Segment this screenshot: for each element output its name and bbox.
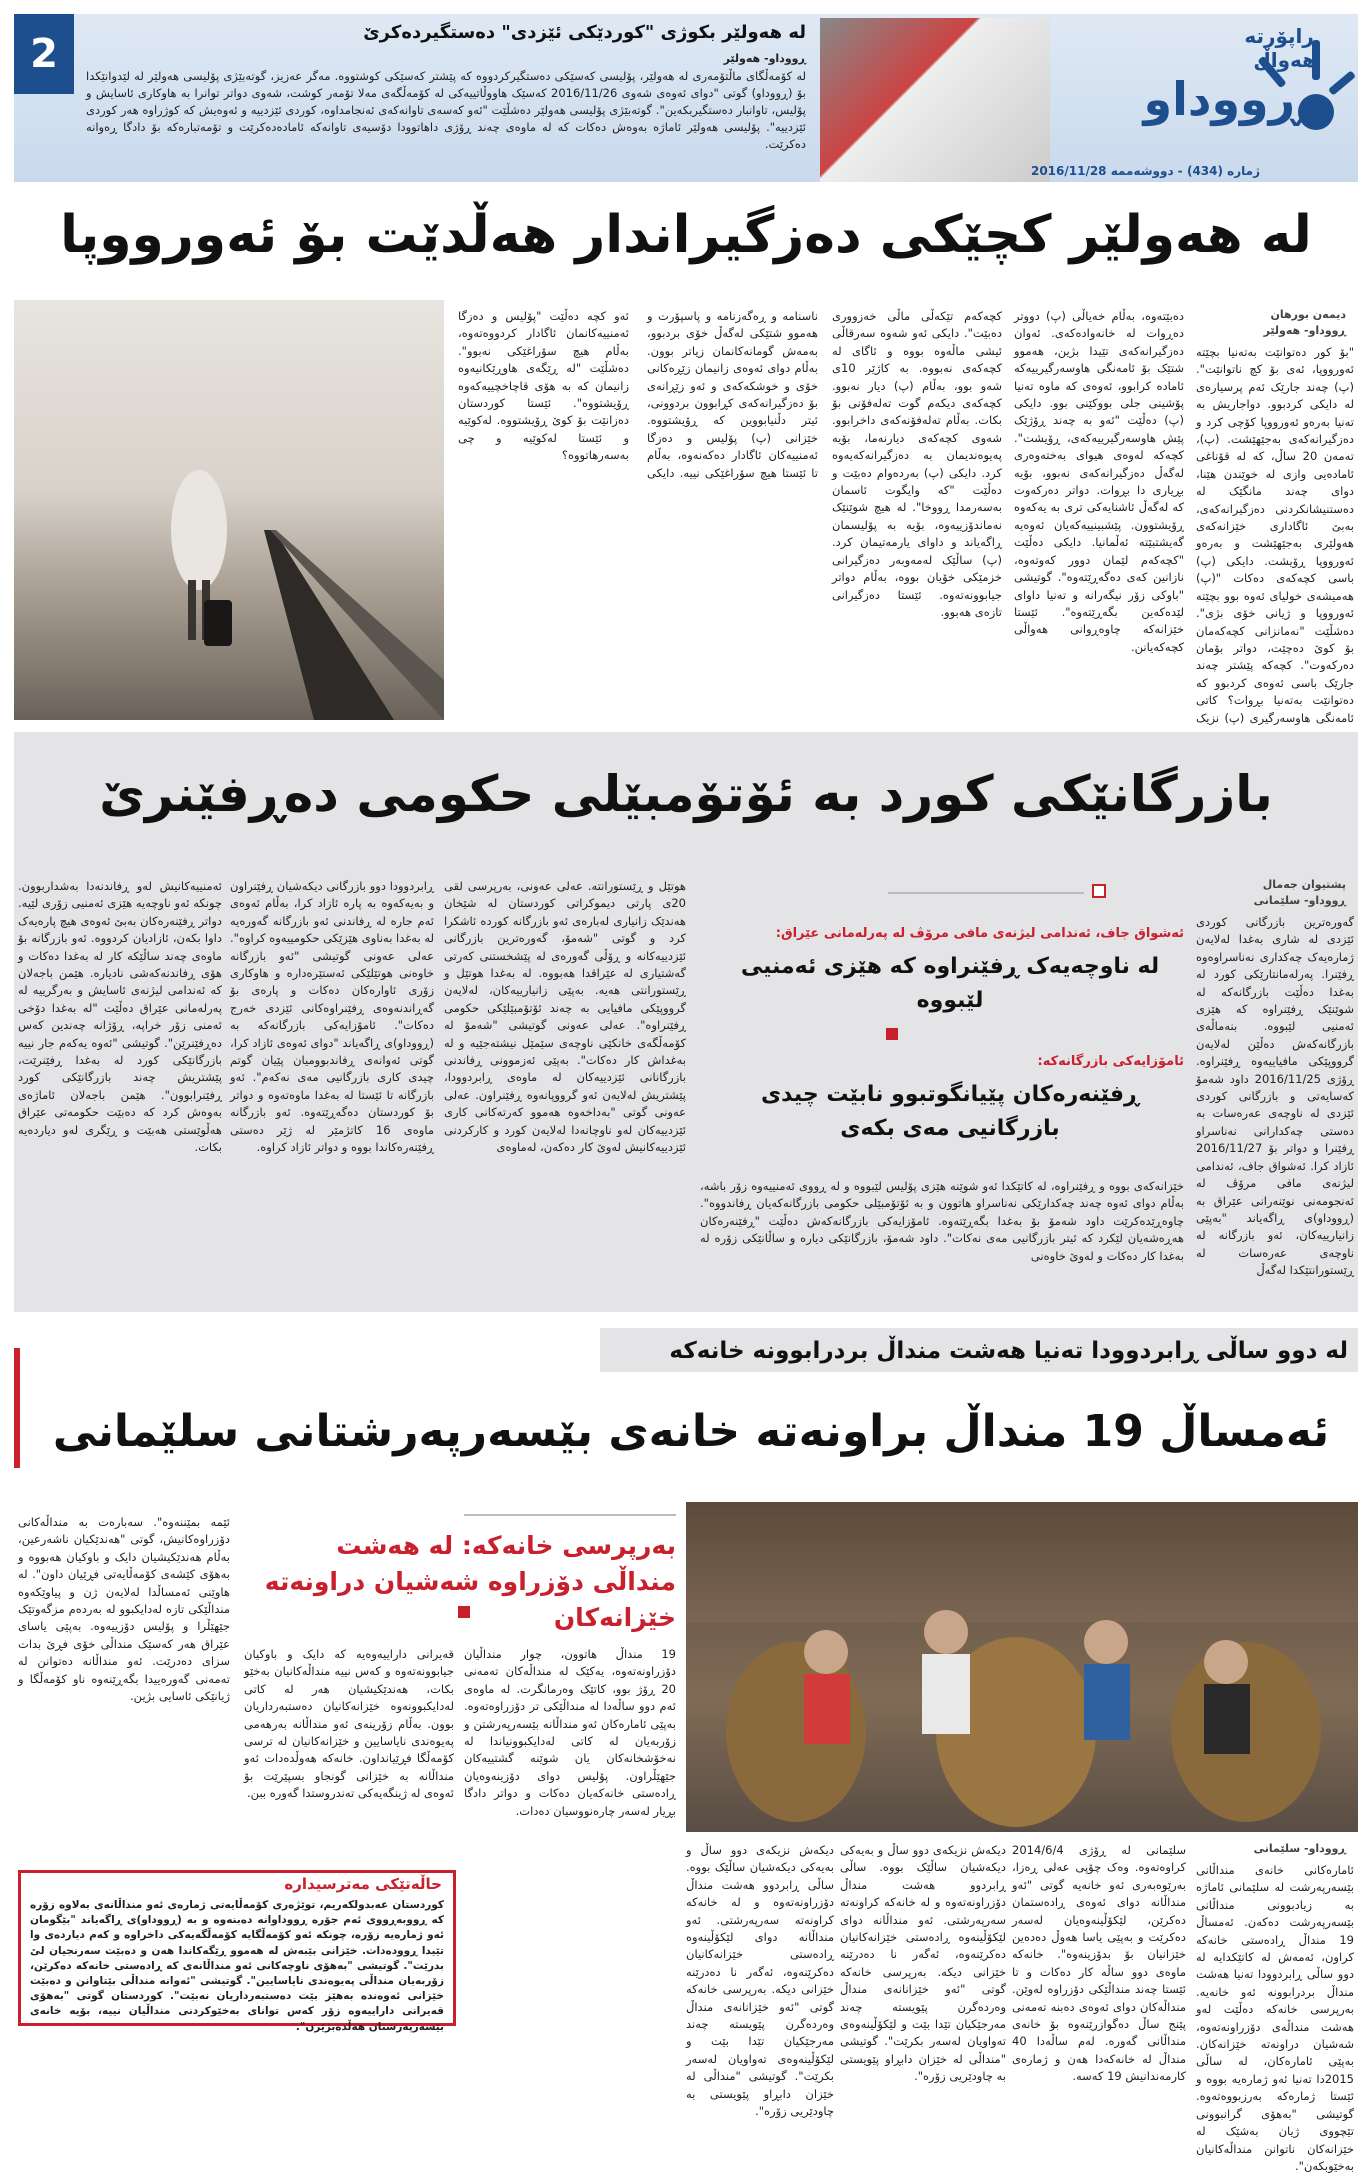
- story3-column-1: ئامارەکانی خانەی منداڵانی بێسەرپەرشت لە سلێمانی ئاماژە بە زیادبوونی منداڵانی بێسەرپەرشت دەکەن. ئەمساڵ 19 منداڵ ڕادەستی خانەکە کراون، ئەمەش لە کاتێکدایە لە دوو ساڵی ڕابردوودا تەنیا هەشت منداڵ بردرابوونە ئەو خانەیە. بەرپرسی خانەکە دەڵێت لەو هەشت منداڵەی دۆزراونەتەوە، شەشیان دراونەتە خێزانەکان. بەپێی ئامارەکان، لە ساڵی 2015دا تەنیا ئەو ژمارەیە بووە و ئێستا ژمارەکە بەرزبووەتەوە. گوتیشی "بەهۆی گرانبوونی تێچووی ژیان بەشێک لە خێزانەکان ناتوانن منداڵەکانیان بەخێوبکەن".: [1196, 1863, 1354, 2173]
- case-box-text: کوردستان عەبدولکەریم، توێژەری کۆمەڵایەتی ژمارەی ئەو منداڵانەی بەلاوە زۆرە کە ڕووبەڕووی ئەم جۆرە ڕووداوانە دەبنەوە و بە (ڕووداو)ی ڕاگەیاند "بێگومان ئەو ژمارەیە زۆرە، چونکە ئەو کۆمەڵگایە کۆمەڵگەیەکی داخراوە و کەم دیاردەی وا تێیدا ڕوودەدات. خێزانی بێبەش لە هەموو ڕێگەکاندا هەن و دەبێت سەرنجیان لێ بدرێت". گوتیشی "بەهۆی ناوچەکانی ئەو منداڵانەی کە ڕادەستی خانەکە دەکرێن، زۆربەیان منداڵی پەیوەندی نایاسایین". گوتیشی "ئەوانە منداڵی بێتاوانن و دەبێت خێزانی ئەوەندە بەهێز بێت دەستبەرداریان نەبێت". کوردستان گوتی "بەهۆی قەیرانی داراییەوە زۆر کەس توانای بەخێوکردنی منداڵیان نییە، بۆیە خانەی بێسەرپەرشتان هەڵدەبژێرن".: [30, 1899, 444, 2033]
- story2-column-3: هوتێل و ڕێستورانتە. عەلی عەونی، بەرپرسی لقی 20ی پارتی دیموکراتی کوردستان لە شێخان هەندێک زانیاری لەبارەی ئەو بازرگانە کوردە ئاشکرا کرد و گوتی "شەمۆ، گەورەترین بازرگانی ئێزدییەکانە و ڕۆڵی گەورەی لە پێشخستنی کەرتی گەشتیاری لە عێراقدا هەبووە. لە بەغدا هوتێل و ڕێستورانتی هەیە. بەپێی زانیارییەکان، لەلایەن گرووپێکی مافیایی بە چەند ئۆتۆمبێلێکی حکومی ڕفێنراوە". عەلی عەونی گوتیشی "شەمۆ لە کۆمەڵگەی خانکێی ناوچەی سێمێل نیشتەجێیە و لە بەغداش کار دەکات". بەپێی ئەزموونی ڕفاندنی بازرگانانی ئێزدییەکان لە ماوەی ڕابردوودا، پێشتریش لەلایەن ئەو گرووپانەوە ڕفێنراون. عەلی عەونی گوتی "بەداخەوە هەموو کەرتەکانی کاری ئێزدییەکان لەو ناوچانەدا لەلایەن کورد و کارکردنی ئێزدییەکانیش لەوێ کار دەکەن، لەماوەی: [444, 879, 686, 1155]
- subquote-dot-icon: [458, 1606, 470, 1618]
- gun-photo: [820, 18, 1050, 182]
- top-news-text: لە کۆمەڵگای ماڵتۆمەری لە هەولێر، پۆلیسی کەسێکی دەستگیرکردووە کە پێشتر کەسێکی کوشتووە. مەگر عەزیز، گوتەبێژی پۆلیسی هەولێر لە لێدوانێکدا بۆ (ڕووداو) گوتی "دوای ئەوەی شەوی 2016/11/26 کەسێک هاووڵاتییەکی لە کۆمەڵگەی مەلا تۆمەر کوشت، شەوی دواتر توانرا بە هاوکاری ئاسایش و پۆلیس، تاوانبار دەستگیربکەین". گوتەبێژی پۆلیسی هەولێر دەشڵێت "ئەو کەسەی تاوانەکەی ئەنجامداوە، کوردی ئێزدییە و ئەوەیش کە کوژراوە هەر کوردی ئێزدییە". پۆلیسی هەولێر ئاماژە بەوەش دەکات کە لە ماوەی چەند ڕۆژی داهاتوودا دۆسیەی تاوانەکە ئامادەدەکرێت و تۆمەتبارەکە بۆ دادگا ڕەوانە دەکرێت.: [86, 69, 806, 151]
- story1-column-1: "بۆ کور دەتوانێت بەتەنیا بچێتە ئەورووپا، ئەی بۆ کچ ناتوانێت". (پ) چەند جارێک ئەم پرسیارەی لە دایکی کردبوو. دواجاریش بە تەنیا بەرەو ئەورووپا کۆچی کرد و دەزگیرانەکەی بەجێهێشت. (پ)، تەمەن 20 ساڵ، کە لە قۆناغی ئامادەیی وازی لە خوێندن هێنا، دوای چەند مانگێک لە دەستنیشانکردنی دەزگیرانەکەی، بەبێ ئاگاداری خێزانەکەی هەولێری بەجێهێشت و بەرەو ئەورووپا ڕۆیشت. دایکی (پ) باسی کچەکەی دەکات "(پ) هەمیشەی خولیای ئەوە بوو بچێتە ئەورووپا و ژیانی خۆی بژی". دەشڵێت "نەمانزانی کچەکەمان بۆ کوێ دەچێت، دواتر بۆمان دەرکەوت". کچەکە پێشتر چەند جارێک باسی ئەوەی کردبوو کە دەتوانێت بەتەنیا بڕوات؟ کاتی ئامەنگی هاوسەرگیری (پ) نزیک: [1196, 345, 1354, 725]
- quote-dot-icon: [886, 1028, 898, 1040]
- story2-byline-name: پشتیوان جەمال: [1262, 878, 1346, 891]
- quote-divider: [888, 892, 1084, 894]
- story1-byline-name: دیمەن بورهان: [1270, 308, 1346, 321]
- story1-column-2: دەبێتەوە، بەڵام خەیاڵی (پ) دووتر دەڕوات لە خانەوادەکەی. ئەوان دەزگیرانەکەی تێیدا بژین، هەموو شتێک بۆ ئامەنگی هاوسەرگیرییەکە ئامادە کرابوو، ئەوەی کە ماوە تەنیا پۆشینی جلی بووکێنی بوو. دایکی (پ) دەڵێت "ئەو بە چەند ڕۆژێک پێش هاوسەرگیرییەکەی، ڕۆیشت". کچەکە لەوەی هیوای بەختەوەری لەگەڵ دەزگیرانەکەی نەبوو، بۆیە بڕیاری دا بڕوات. دواتر دەرکەوت کە لەگەڵ ئاشنایەکی تری بە یەکەوە ڕۆیشتوون. پێشبینییەکەیان ئەوەیە گەیشتبێتە ئەڵمانیا. دایکی دەڵێت "کچەکەم لێمان دوور کەوتەوە، نازانین کەی دەگەڕێتەوە". گوتیشی "باوکی زۆر نیگەرانە و تەنیا داوای لێدەکەین بگەڕێتەوە". ئێستا خێزانەکە چاوەڕوانی هەواڵی کچەکەیانن.: [1014, 309, 1184, 654]
- story3-column-2: سلێمانی لە ڕۆژی 2014/6/4 کراوەتەوە. وەک چۆپی عەلی ڕەزا، بەرێوەبەری ئەو خانەیە گوتی "ئەو منداڵانە دوای ئەوەی ڕادەستمان دەکرێن، لێکۆڵینەوەیان لەسەر دەکرێت و بەپێی یاسا هەوڵ دەدەین خێزانیان بۆ بدۆزینەوە". خانەکە ماوەی دوو ساڵە کار دەکات و تا ئێستا چەند منداڵێکی دۆزراوە لەوێن. منداڵەکان دوای ئەوەی دەبنە تەمەنی پێنج ساڵ دەگوازرێنەوە بۆ خانەی منداڵانی گەورە. لەم ساڵەدا 40 منداڵ لە خانەکەدا هەن و ژمارەی کارمەندانیش 19 کەسە.: [1012, 1843, 1186, 2084]
- story1-column-3: کچەکەم تێکەڵی ماڵی خەزووری دەبێت". دایکی ئەو شەوە سەرقاڵی ئیشی ماڵەوە بووە و ئاگای لە کچەکەی نەبووە. بە کاژێر 10ی شەو بوو، بەڵام (پ) دیار نەبوو. کچەکەی دیکەم گوت تەلەفۆنی بۆ بکات. بەڵام تەلەفۆنەکەی داخرابوو. شەوی کچەکەی دیارنەما، بۆیە پەیوەندیمان بە دەزگیرانەکەیەوە کرد. دایکی (پ) بەردەوام دەبێت و دەڵێت "کە وایگوت ئاسمان بەسەرمدا ڕووخا". لە هیچ شوێنێک نەماندۆزییەوە، بۆیە بە پۆلیسمان ڕاگەیاند و داوای یارمەتیمان کرد. (پ) ساڵێک لەمەوبەر دەزگیرانی خزمێکی خۆیان بووە، بەڵام دواتر جیابوونەتەوە. ئێستا دەزگیرانی تازەی هەبوو.: [832, 309, 1002, 619]
- story2-column-5: ئەمنییەکانیش لەو ڕفاندنەدا بەشداربوون. چونکە ئەو ناوچەیە هێزی ئەمنیی زۆری لێیە. دواتر ڕفێنەرەکان بەبێ ئەوەی هیچ پارەیەک داوا بکەن، ئازادیان کردووە. ئەو بازرگانە بۆ ماوەی چەند ساڵێکە کار لە بەغدا دەکات و هۆی ڕفاندنەکەشی نادیارە. هێمن باجەلان کە ئەندامی لیژنەی ئاسایش و بەرگرییە لە پەرلەمانی عێراق دەڵێت "لە بەغدا دۆخی ئەمنی زۆر خراپە، ڕۆژانە چەندین کەس دەڕفێنرێن". گوتیشی "ئەوە یەکەم جار نییە بازرگانێکی کورد لە بەغدا ڕفێنرێت، پێشتریش چەند بازرگانێکی کورد ڕفێنرابوون". هێمن باجەلان ئاماژەی بەوەش کرد کە دەبێت حکومەتی عێراق هەڵوێستی هەبێت و ڕێگری لەو دیاردەیە بکات.: [18, 879, 222, 1155]
- quote-marker-icon: [1092, 884, 1106, 898]
- section-label: ڕاپۆرتە هەواڵ: [1244, 24, 1316, 72]
- story3-column-4-lower: دیکەش نزیکەی دوو ساڵ و بەیەکی دیکەشیان ساڵێک بووە. ساڵی ڕابردوو هەشت منداڵ دۆزراونەتەوە و لە خانەکە کراونەتە سەرپەرشتی. ئەو منداڵانە دوای لێکۆڵینەوە ڕادەستی خێزانەکانیان دەکرێنەوە، ئەگەر نا دەدرێنە خێزانی دیکە. بەرپرسی خانەکە گوتی "ئەو خێزانانەی منداڵ وەردەگرن پێویستە چەند مەرجێکیان تێدا بێت و لێکۆڵینەوەی تەواویان لەسەر بکرێت". گوتیشی "منداڵی لە خێزان دابڕاو پێویستی بە چاودێریی زۆرە".: [686, 1843, 834, 2119]
- quote1-text: لە ناوچەیەک ڕفێنراوە کە هێزی ئەمنیی لێبووە: [740, 954, 1160, 1013]
- logo-wordmark: ڕووداو: [1143, 72, 1300, 126]
- story3-column-5: قەیرانی داراییەوەیە کە دایک و باوکیان جیابوونەتەوە و کەس نییە منداڵەکانیان بەخێو بکات، هەندێکیشیان هەر لە کاتی لەدایکبوونەوە خێزانەکانیان دەستبەرداریان بوون. بەڵام زۆرینەی ئەو منداڵانە بەرهەمی پەیوەندی نایاسایین و خێزانەکانیان لە ترسی کۆمەڵگا فڕێیانداون. خانەکە هەوڵدەدات ئەو منداڵانە بە خێزانی گونجاو بسپێرێت بۆ ئەوەی لە ژینگەیەکی تەندروستدا گەورە ببن.: [244, 1647, 454, 1801]
- story1-photo: [14, 300, 444, 720]
- quote2-label: ئامۆزایەکی بازرگانەکە:: [1037, 1054, 1184, 1069]
- quote1-label: ئەشواق جاف، ئەندامی لیژنەی مافی مرۆڤ لە پەرلەمانی عێراق:: [775, 926, 1184, 941]
- story2-headline: بازرگانێکی کورد بە ئۆتۆمبێلی حکومی دەڕفێنرێ: [99, 765, 1273, 823]
- story1-column-4: ناسنامە و ڕەگەزنامە و پاسپۆرت و هەموو شتێکی لەگەڵ خۆی بردبوو، بەمەش گومانەکانمان زیاتر بوون. بەڵام دوای ئەوەی زانیمان زێڕەکانی خۆی و خوشکەکەی و ئەو زێڕانەی بۆ دەزگیرانەکەی کڕابوون بردوونی، ئیتر دڵنیابووین کە ڕۆیشتووە. خێزانی (پ) پۆلیس و دەزگا ئەمنییەکان ئاگادار دەکەنەوە، بەڵام تا ئێستا هیچ سۆراغێکی نییە. دایکی ئەو کچە دەڵێت "پۆلیس و دەزگا ئەمنییەکانمان ئاگادار کردووەتەوە، بەڵام هیچ سۆراغێکی نەبوو". دەشڵێت "لە ڕێگەی هاوڕێکانیەوە زانیمان کە بە هۆی قاچاخچییەکەوە ڕۆیشتووە". ئێستا کوردستان دەزانێت بۆ کوێ ڕۆیشتووە. لەکوێیە و ئێستا لەکوێیە و چی بەسەرهاتووە؟: [458, 309, 818, 480]
- story2-column-1: گەورەترین بازرگانی کوردی ئێزدی لە شاری بەغدا لەلایەن ژمارەیەک چەکداری نەناسراوەوە ڕفێنرا. پەرلەمانتارێکی کورد لە بەغدا دەڵێت بازرگانەکە لە شوێنێک ڕفێنراوە کە هێزی ئەمنیی لێبووە. بنەماڵەی بازرگانەکەش دەڵێن لەلایەن گرووپێکی مافیاییەوە ڕفێنراوە. ڕۆژی 2016/11/25 داود شەمۆ کەسایەتی و بازرگانی کوردی ئێزدی لە ناوچەی عەرەسات بە دەستی چەکدارانی نەناسراو ڕفێنرا و دواتر بۆ 2016/11/27 ئازاد کرا. ئەشواق جاف، ئەندامی لیژنەی مافی مرۆڤ لە ئەنجومەنی نوێنەرانی عێراق بە (ڕووداو)ی ڕاگەیاند "بەپێی زانیارییەکان، ئەو بازرگانە لە ناوچەی عەرەسات لە ڕێستورانتێکدا لەگەڵ: [1196, 915, 1354, 1278]
- story2-column-2: خێزانەکەی بووە و ڕفێنراوە، لە کاتێکدا ئەو شوێنە هێزی پۆلیس لێبووە و لە ڕووی ئەمنییەوە زۆر باشە، بەڵام دوای ئەوە چەند چەکدارێکی نەناسراو هاتوون و بە ئۆتۆمبێلی حکومی بازرگانەکەیان ڕفاندووە". چاوەڕێدەکرێت داود شەمۆ بۆ بەغدا بگەڕێتەوە. ئامۆزایەکی بازرگانەکەش دەڵێت "ڕفێنەرەکان هەڕەشەیان لێکرد کە ئیتر بازرگانیی مەی نەکات". داود شەمۆ، بازرگانێکی دیارە و ساڵانێکی زۆرە لە بەغدا کار دەکات و لەوێ خاوەنی: [700, 1179, 1184, 1263]
- page-number: 2: [14, 14, 74, 94]
- story3-subquote: بەرپرسی خانەکە: لە هەشت منداڵی دۆزراوە شەشیان دراونەتە خێزانەکان: [264, 1531, 676, 1632]
- story2-column-4: ڕابردوودا دوو بازرگانی دیکەشیان ڕفێنراون و بەیەکەوە بە پارە ئازاد کرا، بەڵام ئەوەی ئەم جارە لە ڕفاندنی ئەو بازرگانە گەورەیە لە بەغدا بەناوی هێزێکی حکومییەوە کراوە". عەلی عەونی گوتیشی "ئەو بازرگانە خاوەنی هوتێلێکی ئەستێرەدارە و هاوکاری زۆری ئاوارەکان دەکات و پارەی بۆ گەڕاندنەوەی ڕفێنراوەکانی ئێزدی خەرج دەکات". ئامۆزایەکی بازرگانەکە بە (ڕووداو)ی ڕاگەیاند "دوای ئەوەی ئازاد کرا، گوتی ئەوانەی ڕفاندبوومیان پێیان گوتم چیدی کاری بازرگانیی مەی نەکەم". ئەو بازرگانە تا ئێستا لە بەغدا ماوەتەوە و دواتر بۆ کوردستان دەگەڕێتەوە. ئەو بازرگانە ماوەی 16 کاتژمێر لە ژێر دەستی ڕفێنەرەکاندا بووە و دواتر ئازاد کراوە.: [230, 879, 434, 1155]
- story1-headline: لە هەولێر کچێکی دەزگیراندار هەڵدێت بۆ ئەورووپا: [60, 205, 1312, 265]
- story3-headline: ئەمساڵ 19 منداڵ براونەتە خانەی بێسەرپەرشتانی سلێمانی: [52, 1406, 1330, 1457]
- subquote-divider: [464, 1514, 676, 1516]
- story3-column-4: 19 منداڵ هاتوون، چوار منداڵیان دۆزراونەتەوە، یەکێک لە منداڵەکان تەمەنی 20 ڕۆژ بوو، کاتێک وەرمانگرت. لە ماوەی ئەم دوو ساڵەدا لە منداڵێکی تر دۆزراوەتەوە. بەپێی ئامارەکان ئەو منداڵانە بێسەرپەرشتن و زۆربەیان لە کاتی لەدایکبوونیاندا لە نەخۆشخانەکان یان شوێنە گشتییەکان جێهێڵراون. پۆلیس دوای دۆزینەوەیان ڕادەستی خانەکەیان دەکات و دواتر دادگا بڕیار لەسەر چارەنووسیان دەدات.: [464, 1647, 676, 1818]
- story2-byline-place: ڕووداو- سلێمانی: [1253, 894, 1346, 907]
- story3-byline: ڕووداو- سلێمانی: [1253, 1842, 1346, 1855]
- story3-left-rule: [14, 1348, 20, 1468]
- top-news-title: لە هەولێر بکوژی "کوردێکی ئێزدی" دەستگیردەکرێ: [363, 22, 806, 43]
- story3-column-3: دیکەش نزیکەی دوو ساڵ و بەیەکی دیکەشیان ساڵێک بووە. ساڵی ڕابردوو هەشت منداڵ دۆزراونەتەوە و لە خانەکە کراونەتە سەرپەرشتی. ئەو منداڵانە دوای لێکۆڵینەوە ڕادەستی خێزانەکانیان دەکرێنەوە، ئەگەر نا دەدرێنە خێزانی دیکە. بەرپرسی خانەکە گوتی "ئەو خێزانانەی منداڵ وەردەگرن پێویستە چەند مەرجێکیان تێدا بێت و لێکۆڵینەوەی تەواویان لەسەر بکرێت". گوتیشی "منداڵی لە خێزان دابڕاو پێویستی بە چاودێریی زۆرە".: [840, 1843, 1006, 2084]
- story3-kicker: لە دوو ساڵی ڕابردوودا تەنیا هەشت منداڵ بردرابوونە خانەکە: [669, 1338, 1348, 1364]
- case-box-title: حاڵەتێکی مەترسیدارە: [284, 1875, 442, 1893]
- quote2-text: ڕفێنەرەکان پێیانگوتبوو نابێت چیدی بازرگانیی مەی بکەی: [761, 1082, 1139, 1141]
- story3-photo: [686, 1502, 1358, 1832]
- issue-date: ژمارە (434) - دووشەممە 2016/11/28: [1030, 164, 1260, 178]
- top-news-byline: ڕووداو- هەولێر: [723, 52, 806, 65]
- story3-column-6: ئێمە بمێننەوە". سەبارەت بە منداڵەکانی دۆزراوەکانیش، گوتی "هەندێکیان ناشەرعین، بەڵام هەندێکیشیان دایک و باوکیان هەبووە و بەهۆی کێشەی کۆمەڵایەتی فڕێیان داون". لە هاوێنی ئەمساڵدا لەلایەن ژن و پیاوێکەوە منداڵێکی تازە لەدایکبوو لە بەردەم مزگەوتێک جێهێڵرا و پۆلیس دۆزییەوە. بەپێی یاسای عێراق هەر کەسێک منداڵی خۆی فڕێ بدات سزای دەدرێت. ئەو منداڵانە دەتوانن لە تەمەنی گەورەییدا بگەڕێنەوە ناو کۆمەڵگا و ژیانێکی ئاسایی بژین.: [18, 1515, 230, 1704]
- story1-byline-place: ڕووداو- هەولێر: [1263, 324, 1346, 337]
